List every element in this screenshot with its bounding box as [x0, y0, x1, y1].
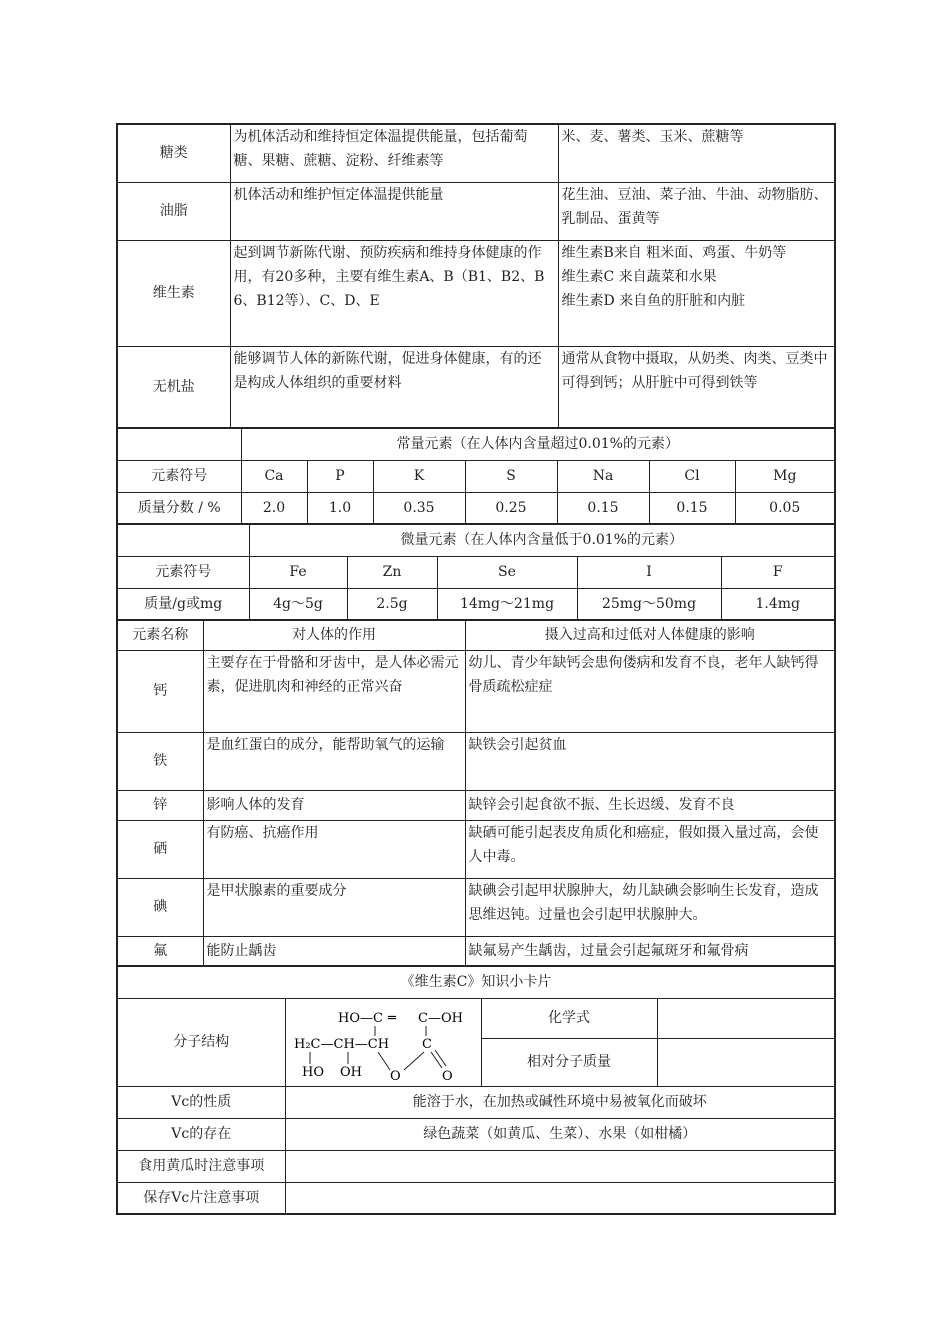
trace-symbol: Fe: [249, 556, 347, 588]
trace-symbol: Se: [437, 556, 577, 588]
trace-value: 14mg～21mg: [437, 588, 577, 620]
element-role: 是血红蛋白的成分，能帮助氧气的运输: [203, 732, 465, 790]
element-impact: 缺氟易产生龋齿，过量会引起氟斑牙和氟骨病: [465, 936, 835, 966]
element-impact: 缺硒可能引起表皮角质化和癌症，假如摄入量过高，会使人中毒。: [465, 820, 835, 878]
macro-symbol: S: [465, 460, 557, 492]
formula-label: 化学式: [481, 998, 657, 1038]
atom-oh-bottom: OH: [339, 1065, 362, 1080]
cucumber-note-answer[interactable]: [285, 1150, 835, 1182]
trace-value-label: 质量/g或mg: [117, 588, 249, 620]
trace-value: 4g～5g: [249, 588, 347, 620]
element-role: 有防癌、抗癌作用: [203, 820, 465, 878]
atom-ho-bottom: HO: [301, 1065, 324, 1080]
vitamin-c-structure-diagram: [286, 1002, 482, 1082]
table-row: [117, 1086, 835, 1118]
existence-value: 绿色蔬菜（如黄瓜、生菜）、水果（如柑橘）: [285, 1118, 835, 1150]
table-row: [117, 240, 835, 346]
macro-value: 0.25: [465, 492, 557, 524]
header-impact: 摄入过高和过低对人体健康的影响: [465, 620, 835, 650]
macro-title: 常量元素（在人体内含量超过0.01%的元素）: [241, 428, 835, 460]
table-row: [117, 346, 835, 428]
nutrient-function: 能够调节人体的新陈代谢，促进身体健康，有的还是构成人体组织的重要材料: [230, 346, 558, 428]
nutrient-source: [558, 240, 835, 346]
table-row: [117, 732, 835, 790]
structure-label: 分子结构: [117, 998, 285, 1086]
element-impact: 缺铁会引起贫血: [465, 732, 835, 790]
element-impact: 缺碘会引起甲状腺肿大，幼儿缺碘会影响生长发育，造成思维迟钝。过量也会引起甲状腺肿大。: [465, 878, 835, 936]
trace-symbol-label: 元素符号: [117, 556, 249, 588]
element-name: 硒: [117, 820, 203, 878]
table-row: [117, 998, 835, 1038]
element-impact: 缺锌会引起食欲不振、生长迟缓、发育不良: [465, 790, 835, 820]
trace-symbol: Zn: [347, 556, 437, 588]
macro-value: 0.15: [649, 492, 735, 524]
element-name: 钙: [117, 650, 203, 732]
card-title: 《维生素C》知识小卡片: [117, 966, 835, 998]
bond-line: [378, 1052, 390, 1070]
macro-value-label: 质量分数 / %: [117, 492, 241, 524]
macro-symbol: Ca: [241, 460, 307, 492]
trace-title: 微量元素（在人体内含量低于0.01%的元素）: [249, 524, 835, 556]
property-label: Vc的性质: [117, 1086, 285, 1118]
bond-double: ═: [387, 1011, 396, 1026]
molecular-mass-value: [657, 1038, 835, 1086]
macro-element-table: [116, 427, 836, 525]
table-row: [117, 524, 835, 556]
macro-value: 2.0: [241, 492, 307, 524]
element-role: 主要存在于骨骼和牙齿中，是人体必需元素，促进肌肉和神经的正常兴奋: [203, 650, 465, 732]
macro-symbol: K: [373, 460, 465, 492]
table-row: [117, 966, 835, 998]
macro-value: 0.35: [373, 492, 465, 524]
vitamin-c-card: [116, 965, 836, 1215]
atom-chain: H₂C—CH—CH: [293, 1037, 389, 1052]
table-row: [117, 1118, 835, 1150]
nutrient-table: [116, 123, 836, 429]
blank-cell: [117, 428, 241, 460]
table-row: [117, 936, 835, 966]
bond-line: [431, 1052, 442, 1068]
element-name: 锌: [117, 790, 203, 820]
trace-element-table: [116, 523, 836, 621]
storage-note-answer[interactable]: [285, 1182, 835, 1214]
table-row: [117, 428, 835, 460]
table-row: [117, 556, 835, 588]
nutrient-source: [558, 182, 835, 240]
source-line: 维生素D 来自鱼的肝脏和内脏: [561, 292, 746, 309]
macro-symbol: Na: [557, 460, 649, 492]
nutrient-name: 无机盐: [117, 346, 230, 428]
cucumber-note-label: 食用黄瓜时注意事项: [117, 1150, 285, 1182]
table-row: [117, 620, 835, 650]
macro-symbol: Mg: [735, 460, 835, 492]
atom-c-oh: C—OH: [417, 1011, 463, 1026]
bond-line: [404, 1052, 424, 1070]
nutrient-name: 油脂: [117, 182, 230, 240]
element-name: 铁: [117, 732, 203, 790]
nutrient-function: 起到调节新陈代谢、预防疾病和维持身体健康的作用，有20多种，主要有维生素A、B（B1、B2、B6、B12等）、C、D、E: [230, 240, 558, 346]
element-role: 影响人体的发育: [203, 790, 465, 820]
table-row: [117, 124, 835, 182]
existence-label: Vc的存在: [117, 1118, 285, 1150]
property-value: 能溶于水，在加热或碱性环境中易被氧化而破坏: [285, 1086, 835, 1118]
macro-value: 0.05: [735, 492, 835, 524]
nutrient-source: [558, 346, 835, 428]
macro-value: 1.0: [307, 492, 373, 524]
storage-note-label: 保存Vc片注意事项: [117, 1182, 285, 1214]
table-row: [117, 650, 835, 732]
trace-value: 25mg～50mg: [577, 588, 721, 620]
trace-symbol: I: [577, 556, 721, 588]
element-impact: 幼儿、青少年缺钙会患佝偻病和发育不良，老年人缺钙得骨质疏松症症: [465, 650, 835, 732]
source-line: 花生油、豆油、菜子油、牛油、动物脂肪、乳制品、蛋黄等: [561, 186, 828, 227]
element-role: 能防止龋齿: [203, 936, 465, 966]
macro-symbol-label: 元素符号: [117, 460, 241, 492]
nutrient-name: 糖类: [117, 124, 230, 182]
table-row: [117, 588, 835, 620]
atom-ho-c: HO—C: [337, 1011, 383, 1026]
table-row: [117, 820, 835, 878]
nutrient-function: 为机体活动和维持恒定体温提供能量，包括葡萄糖、果糖、蔗糖、淀粉、纤维素等: [230, 124, 558, 182]
nutrient-function: 机体活动和维护恒定体温提供能量: [230, 182, 558, 240]
table-row: [117, 460, 835, 492]
table-row: [117, 182, 835, 240]
table-row: [117, 1182, 835, 1214]
table-row: [117, 878, 835, 936]
document-sheet: [116, 123, 834, 1215]
macro-value: 0.15: [557, 492, 649, 524]
nutrient-name: 维生素: [117, 240, 230, 346]
source-line: 米、麦、薯类、玉米、蔗糖等: [561, 129, 744, 145]
element-role: 是甲状腺素的重要成分: [203, 878, 465, 936]
macro-symbol: P: [307, 460, 373, 492]
trace-value: 1.4mg: [721, 588, 835, 620]
macro-symbol: Cl: [649, 460, 735, 492]
bond-line: [435, 1050, 446, 1066]
table-row: [117, 492, 835, 524]
element-effect-table: [116, 619, 836, 967]
element-name: 碘: [117, 878, 203, 936]
table-row: [117, 790, 835, 820]
formula-value: [657, 998, 835, 1038]
element-name: 氟: [117, 936, 203, 966]
header-role: 对人体的作用: [203, 620, 465, 650]
atom-carbonyl-o: O: [441, 1069, 453, 1082]
header-element-name: 元素名称: [117, 620, 203, 650]
nutrient-source: [558, 124, 835, 182]
source-line: 维生素B来自 粗米面、鸡蛋、牛奶等: [561, 244, 787, 261]
trace-symbol: F: [721, 556, 835, 588]
atom-carbonyl-c: C: [421, 1037, 432, 1052]
molecule-structure-cell: [285, 998, 481, 1086]
trace-value: 2.5g: [347, 588, 437, 620]
blank-cell: [117, 524, 249, 556]
source-line: 维生素C 来自蔬菜和水果: [561, 268, 717, 285]
source-line: 通常从食物中摄取，从奶类、肉类、豆类中可得到钙；从肝脏中可得到铁等: [561, 350, 828, 391]
atom-ring-o: O: [389, 1069, 401, 1082]
molecular-mass-label: 相对分子质量: [481, 1038, 657, 1086]
table-row: [117, 1150, 835, 1182]
